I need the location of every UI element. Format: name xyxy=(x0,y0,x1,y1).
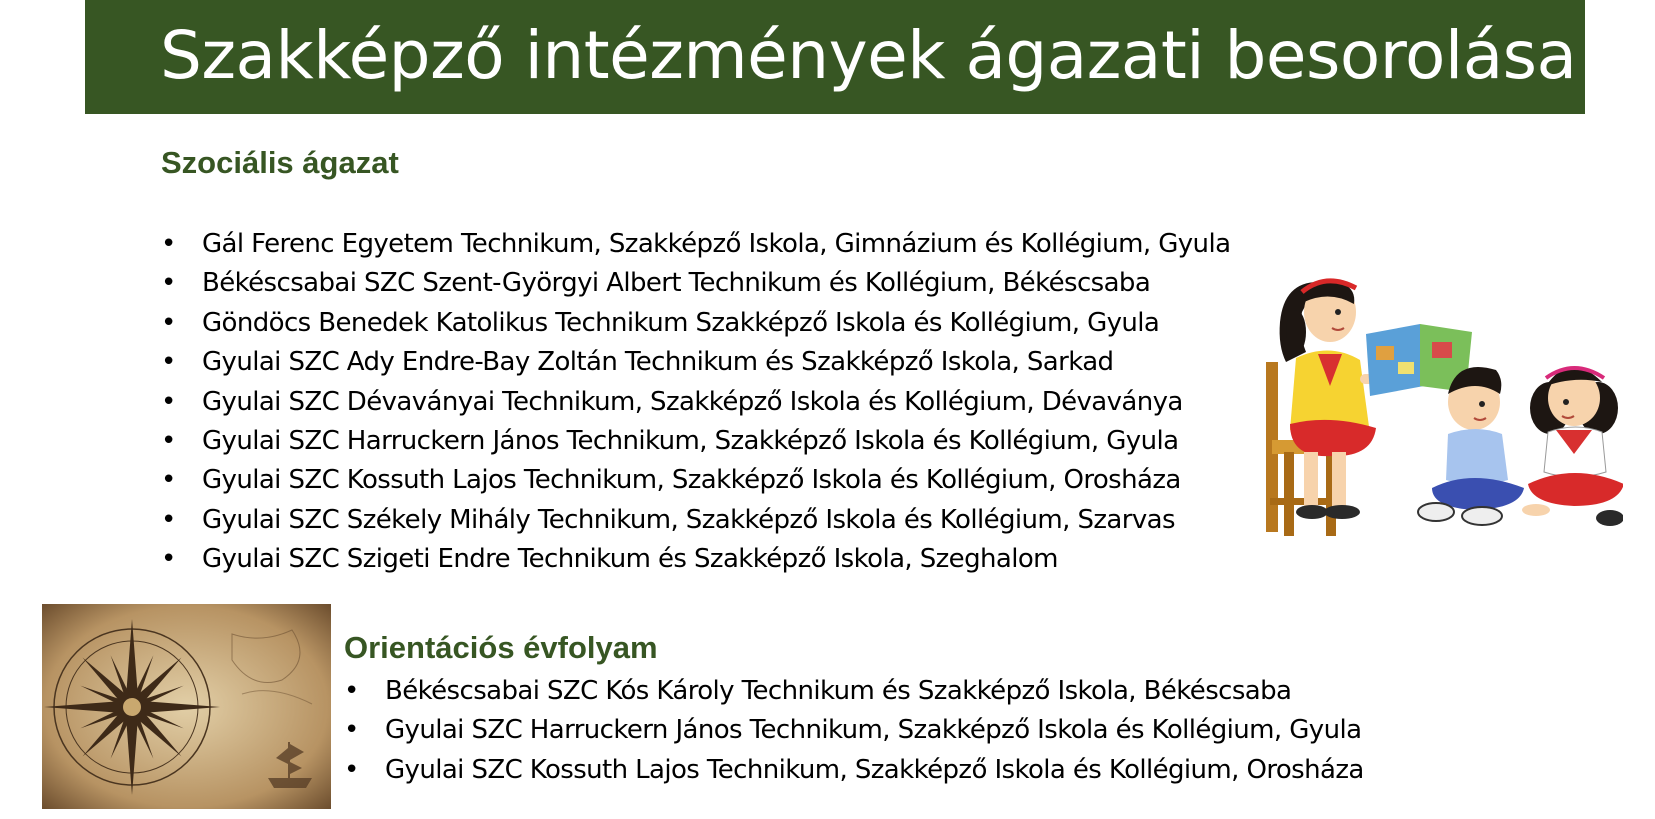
list-item xyxy=(161,343,1230,382)
list-item xyxy=(161,461,1230,500)
list-item-text: Békéscsabai SZC Kós Károly Technikum és Szakképző Iskola, Békéscsaba xyxy=(385,676,1292,706)
list-item-text: Gyulai SZC Harruckern János Technikum, Szakképző Iskola és Kollégium, Gyula xyxy=(202,426,1179,457)
list-item-text: Gyulai SZC Kossuth Lajos Technikum, Szakképző Iskola és Kollégium, Orosháza xyxy=(385,754,1364,785)
list-item-text: Békéscsabai SZC Szent-Györgyi Albert Technikum és Kollégium, Békéscsaba xyxy=(202,268,1151,299)
list-item xyxy=(161,304,1230,343)
slide-title: Szakképző intézmények ágazati besorolása xyxy=(160,17,1577,94)
bullet: • xyxy=(344,754,359,785)
bullet: • xyxy=(161,229,176,259)
list-item xyxy=(161,264,1230,303)
bullet: • xyxy=(161,386,176,417)
list-item-text: Göndöcs Benedek Katolikus Technikum Szakképző Iskola és Kollégium, Gyula xyxy=(202,307,1160,338)
list-item xyxy=(161,501,1230,540)
bullet: • xyxy=(161,504,176,535)
bullet: • xyxy=(344,715,359,746)
bullet: • xyxy=(161,268,176,299)
orientation-year-list xyxy=(344,672,1364,790)
list-item xyxy=(344,711,1364,750)
list-item xyxy=(161,540,1230,579)
list-item-text: Gyulai SZC Kossuth Lajos Technikum, Szakképző Iskola és Kollégium, Orosháza xyxy=(202,465,1181,496)
social-sector-list xyxy=(161,225,1230,580)
orientation-year-heading: Orientációs évfolyam xyxy=(344,630,658,665)
bullet: • xyxy=(161,307,176,338)
list-item-text: Gyulai SZC Dévaványai Technikum, Szakképző Iskola és Kollégium, Dévaványa xyxy=(202,386,1183,417)
bullet: • xyxy=(161,347,176,378)
list-item-text: Gyulai SZC Harruckern János Technikum, Szakképző Iskola és Kollégium, Gyula xyxy=(385,715,1362,746)
title-bar xyxy=(85,0,1585,114)
list-item xyxy=(344,751,1364,790)
compass-rose-map-image xyxy=(42,604,331,809)
list-item xyxy=(161,422,1230,461)
list-item-text: Gyulai SZC Székely Mihály Technikum, Szakképző Iskola és Kollégium, Szarvas xyxy=(202,504,1175,535)
bullet: • xyxy=(161,426,176,457)
social-sector-heading: Szociális ágazat xyxy=(161,145,399,180)
list-item-text: Gyulai SZC Szigeti Endre Technikum és Szakképző Iskola, Szeghalom xyxy=(202,544,1058,575)
children-reading-illustration xyxy=(1226,262,1623,552)
bullet: • xyxy=(344,676,359,706)
bullet: • xyxy=(161,465,176,496)
list-item xyxy=(344,672,1364,711)
list-item-text: Gyulai SZC Ady Endre-Bay Zoltán Technikum és Szakképző Iskola, Sarkad xyxy=(202,347,1114,378)
list-item-text: Gál Ferenc Egyetem Technikum, Szakképző Iskola, Gimnázium és Kollégium, Gyula xyxy=(202,229,1231,259)
bullet: • xyxy=(161,544,176,575)
list-item xyxy=(161,383,1230,422)
list-item xyxy=(161,225,1230,264)
